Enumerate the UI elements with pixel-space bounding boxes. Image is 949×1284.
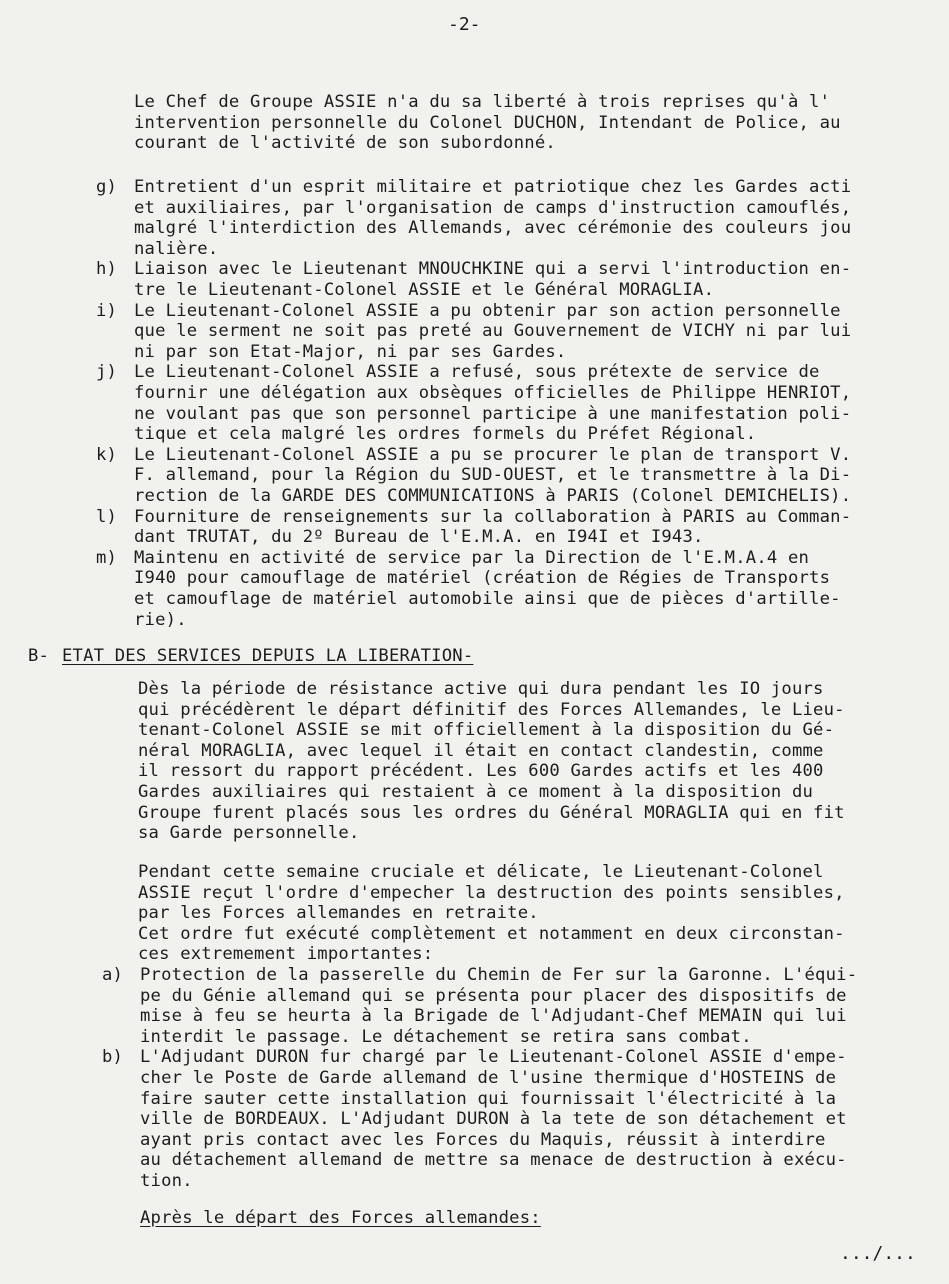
list-item-line: interdit le passage. Le détachement se retira sans combat. xyxy=(140,1026,752,1047)
list-item-line: dant TRUTAT, du 2º Bureau de l'E.M.A. en I94I et I943. xyxy=(134,527,704,548)
list-item-line: ayant pris contact avec les Forces du Maquis, réussit à interdire xyxy=(140,1129,826,1150)
list-item-line: F. allemand, pour la Région du SUD-OUEST, et le transmettre à la Di- xyxy=(134,465,852,486)
list-item-line: ni par son Etat-Major, ni par ses Gardes. xyxy=(134,341,567,362)
list-item-line: Liaison avec le Lieutenant MNOUCHKINE qui a servi l'introduction en- xyxy=(134,259,852,280)
text-line: il ressort du rapport précédent. Les 600 Gardes actifs et les 400 xyxy=(138,761,824,782)
page-number: -2- xyxy=(448,14,481,35)
list-item-line: tre le Lieutenant-Colonel ASSIE et le Général MORAGLIA. xyxy=(134,280,715,300)
text-line: qui précédèrent le départ définitif des Forces Allemandes, le Lieu- xyxy=(138,699,845,720)
list-item-line: ne voulant pas que son personnel participe à une manifestation poli- xyxy=(134,403,852,424)
text-line: ASSIE reçut l'ordre d'empecher la destruction des points sensibles, xyxy=(138,882,845,903)
list-item-line: Le Lieutenant-Colonel ASSIE a pu se procurer le plan de transport V. xyxy=(134,444,852,465)
text-line: Cet ordre fut exécuté complètement et notamment en deux circonstan- xyxy=(138,923,845,944)
list-item-line: ville de BORDEAUX. L'Adjudant DURON à la tete de son détachement et xyxy=(140,1109,847,1130)
list-item-line: I940 pour camouflage de matériel (création de Régies de Transports xyxy=(134,568,831,589)
closing-heading: Après le départ des Forces allemandes: xyxy=(140,1208,541,1228)
list-item-line: Fourniture de renseignements sur la collaboration à PARIS au Comman- xyxy=(134,506,852,527)
list-item-line: Le Lieutenant-Colonel ASSIE a pu obtenir par son action personnelle xyxy=(134,300,841,321)
list-item-line: mise à feu se heurta à la Brigade de l'Adjudant-Chef MEMAIN qui lui xyxy=(140,1006,847,1027)
list-item-label: b) xyxy=(102,1047,124,1068)
text-line: tenant-Colonel ASSIE se mit officiellement à la disposition du Gé- xyxy=(138,720,835,741)
list-item-label: m) xyxy=(96,547,118,568)
list-item-line: Maintenu en activité de service par la Direction de l'E.M.A.4 en xyxy=(134,547,810,568)
text-line: par les Forces allemandes en retraite. xyxy=(138,903,539,924)
list-item-line: tique et cela malgré les ordres formels du Préfet Régional. xyxy=(134,424,757,445)
list-item-line: tion. xyxy=(140,1171,193,1191)
list-item-label: h) xyxy=(96,259,118,280)
list-item-label: a) xyxy=(102,965,124,985)
list-item-line: faire sauter cette installation qui fournissait l'électricité à la xyxy=(140,1088,837,1109)
text-line: Groupe furent placés sous les ordres du Général MORAGLIA qui en fit xyxy=(138,802,845,823)
list-item-line: Protection de la passerelle du Chemin de Fer sur la Garonne. L'équi- xyxy=(140,965,858,985)
list-item-label: l) xyxy=(96,506,118,527)
list-item-line: Le Lieutenant-Colonel ASSIE a refusé, sous prétexte de service de xyxy=(134,362,820,383)
list-item-label: i) xyxy=(96,300,118,321)
list-item-line: que le serment ne soit pas preté au Gouvernement de VICHY ni par lui xyxy=(134,321,852,342)
list-item-line: rection de la GARDE DES COMMUNICATIONS à PARIS (Colonel DEMICHELIS). xyxy=(134,486,852,506)
continuation-marker: .../... xyxy=(840,1243,916,1264)
text-line: Dès la période de résistance active qui dura pendant les IO jours xyxy=(138,679,824,699)
text-line: ces extremement importantes: xyxy=(138,944,434,965)
list-item-line: et camouflage de matériel automobile ainsi que de pièces d'artille- xyxy=(134,589,841,609)
list-item-line: pe du Génie allemand qui se présenta pour placer des dispositifs de xyxy=(140,985,847,1006)
list-item-line: fournir une délégation aux obsèques officielles de Philippe HENRIOT, xyxy=(134,383,852,403)
list-item-line: et auxiliaires, par l'organisation de camps d'instruction camouflés, xyxy=(134,197,852,218)
list-item-line: L'Adjudant DURON fur chargé par le Lieutenant-Colonel ASSIE d'empe- xyxy=(140,1047,847,1068)
list-item-label: j) xyxy=(96,362,118,383)
section-prefix: B- xyxy=(28,646,50,666)
text-line: courant de l'activité de son subordonné. xyxy=(134,133,556,154)
list-item-line: cher le Poste de Garde allemand de l'usine thermique d'HOSTEINS de xyxy=(140,1068,837,1088)
list-item-line: Entretient d'un esprit militaire et patriotique chez les Gardes acti xyxy=(134,177,852,197)
text-line: intervention personnelle du Colonel DUCHON, Intendant de Police, au xyxy=(134,112,841,133)
text-line: néral MORAGLIA, avec lequel il était en contact clandestin, comme xyxy=(138,740,824,761)
text-line: Gardes auxiliaires qui restaient à ce moment à la disposition du xyxy=(138,782,814,802)
text-line: Le Chef de Groupe ASSIE n'a du sa liberté à trois reprises qu'à l' xyxy=(134,92,831,112)
list-item-line: au détachement allemand de mettre sa menace de destruction à exécu- xyxy=(140,1150,847,1171)
text-line: Pendant cette semaine cruciale et délicate, le Lieutenant-Colonel xyxy=(138,862,824,882)
section-title: ETAT DES SERVICES DEPUIS LA LIBERATION- xyxy=(62,646,474,666)
list-item-line: nalière. xyxy=(134,238,219,259)
list-item-line: rie). xyxy=(134,609,187,630)
list-item-label: k) xyxy=(96,444,118,465)
list-item-label: g) xyxy=(96,177,118,197)
text-line: sa Garde personnelle. xyxy=(138,823,360,844)
list-item-line: malgré l'interdiction des Allemands, avec cérémonie des couleurs jou xyxy=(134,218,852,239)
